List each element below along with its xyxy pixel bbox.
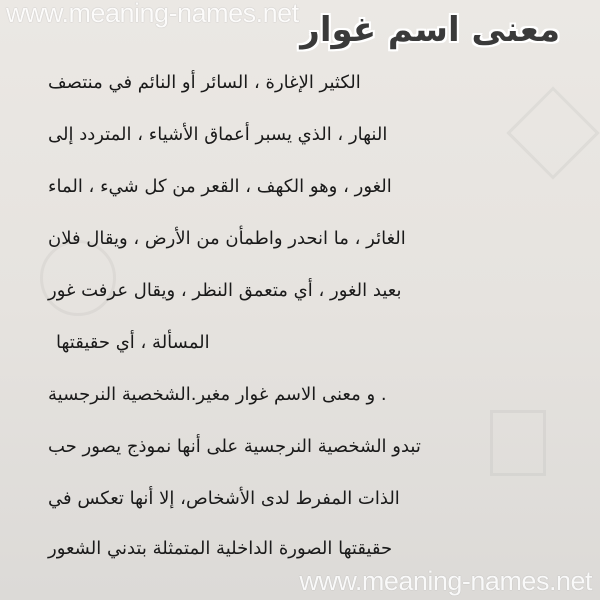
- text-line: النهار ، الذي يسبر أعماق الأشياء ، المتردد إلى: [48, 124, 388, 145]
- background-sign-decoration: [506, 86, 599, 179]
- text-line: الغور ، وهو الكهف ، القعر من كل شيء ، الماء: [48, 176, 392, 197]
- background-sign-decoration: [490, 410, 546, 476]
- text-line: تبدو الشخصية النرجسية على أنها نموذج يصور حب: [48, 436, 421, 457]
- watermark-top: www.meaning-names.net: [6, 0, 299, 28]
- text-line: بعيد الغور ، أي متعمق النظر ، ويقال عرفت غور: [48, 280, 402, 301]
- watermark-bottom: www.meaning-names.net: [299, 566, 592, 596]
- text-line: الغائر ، ما انحدر واطمأن من الأرض ، ويقال فلان: [48, 228, 406, 249]
- text-line: المسألة ، أي حقيقتها: [56, 332, 210, 353]
- text-line: الكثير الإغارة ، السائر أو النائم في منتصف: [48, 72, 361, 93]
- text-line: الذات المفرط لدى الأشخاص، إلا أنها تعكس في: [48, 488, 400, 509]
- text-line: حقيقتها الصورة الداخلية المتمثلة بتدني الشعور: [48, 538, 393, 559]
- page-title: معنى اسم غوار: [300, 10, 560, 50]
- text-line: . و معنى الاسم غوار مغير.الشخصية النرجسية: [48, 384, 387, 405]
